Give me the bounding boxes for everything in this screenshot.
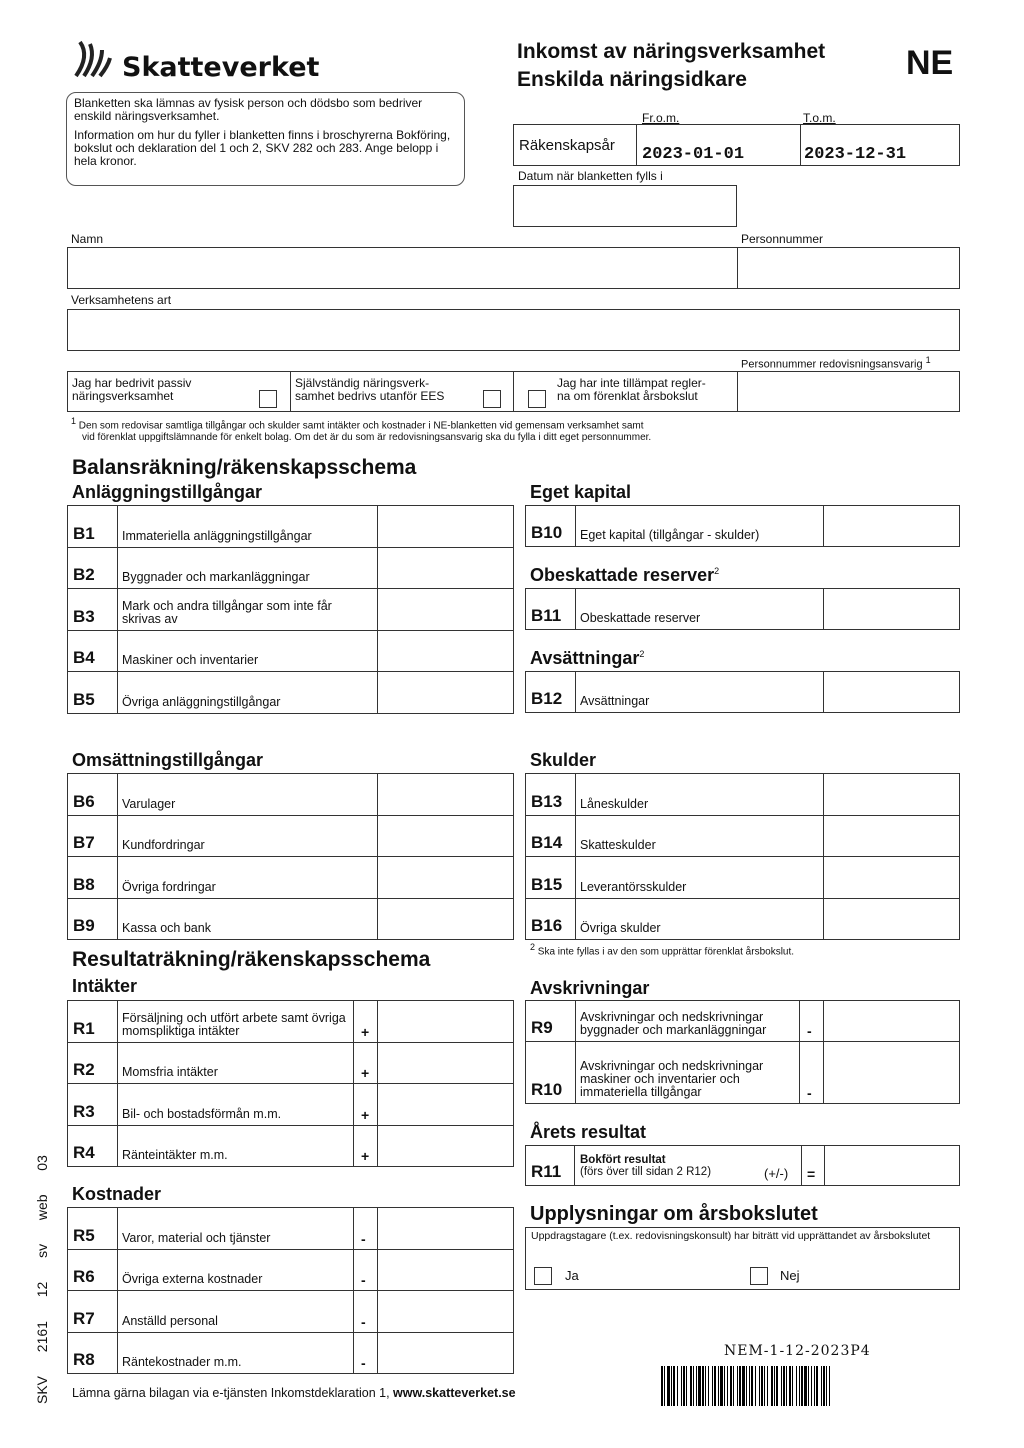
row-desc: Ränteintäkter m.m. bbox=[122, 1148, 228, 1162]
side-code: SKV 2161 12 sv web 03 bbox=[34, 1155, 50, 1404]
amount-input-B13[interactable] bbox=[825, 776, 957, 814]
field-row-B16 bbox=[525, 898, 960, 941]
field-row-R8 bbox=[67, 1332, 514, 1375]
passive-label-l1: Jag har bedrivit passiv bbox=[72, 376, 192, 390]
untaxed-sup: 2 bbox=[714, 566, 720, 576]
provisions-title bbox=[530, 648, 644, 669]
footer-text bbox=[72, 1386, 516, 1400]
row-code: R10 bbox=[531, 1080, 563, 1099]
row-code: B12 bbox=[531, 689, 563, 708]
resp-pnr-label-text: Personnummer redovisningsansvarig bbox=[741, 358, 923, 371]
row-desc: Övriga skulder bbox=[580, 921, 661, 935]
row-code: B3 bbox=[73, 606, 95, 626]
form-title-line1: Inkomst av näringsverksamhet bbox=[517, 40, 826, 63]
passive-label-l2: näringsverksamhet bbox=[72, 389, 174, 403]
footnote-2-text: Ska inte fyllas i av den som upprättar förenklat årsbokslut. bbox=[537, 946, 795, 958]
field-row-R6 bbox=[67, 1249, 514, 1292]
row-desc: Immateriella anläggningstillgångar bbox=[122, 528, 312, 543]
ees-label-l2: samhet bedrivs utanför EES bbox=[295, 389, 445, 403]
current-assets-title: Omsättningstillgångar bbox=[72, 750, 264, 770]
resp-pnr-sup: 1 bbox=[925, 355, 931, 365]
untaxed-title-text: Obeskattade reserver bbox=[530, 565, 715, 585]
amount-input-R7[interactable] bbox=[379, 1293, 511, 1331]
result-text: (förs över till sidan 2 R12) bbox=[580, 1166, 712, 1178]
row-sign: + bbox=[361, 1148, 370, 1164]
field-row-B14 bbox=[525, 815, 960, 858]
checkbox-row bbox=[67, 371, 960, 412]
amount-input-B16[interactable] bbox=[825, 901, 957, 939]
row-code: R8 bbox=[73, 1350, 95, 1369]
row-desc: Avsättningar bbox=[580, 694, 650, 708]
field-row-R7 bbox=[67, 1290, 514, 1333]
yes-label: Ja bbox=[565, 1268, 579, 1283]
field-row-B9 bbox=[67, 898, 514, 941]
row-sign: + bbox=[361, 1065, 370, 1081]
field-row-R3 bbox=[67, 1083, 514, 1126]
result-pm: (+/-) bbox=[764, 1166, 789, 1181]
amount-input-B5[interactable] bbox=[379, 674, 511, 712]
field-row-R9 bbox=[525, 1000, 960, 1042]
row-code: B6 bbox=[73, 791, 95, 811]
row-code: B13 bbox=[531, 791, 563, 811]
fiscal-year-box bbox=[513, 124, 960, 166]
field-row-B6 bbox=[67, 773, 514, 816]
field-row-R5 bbox=[67, 1207, 514, 1250]
footnote-2-sup: 2 bbox=[530, 942, 536, 952]
amount-input-R1[interactable] bbox=[379, 1003, 511, 1041]
row-code: R5 bbox=[73, 1225, 95, 1245]
row-desc: Obeskattade reserver bbox=[580, 611, 701, 625]
personnummer-label: Personnummer bbox=[741, 232, 824, 246]
row-code: R1 bbox=[73, 1018, 95, 1038]
name-row bbox=[67, 247, 960, 289]
activity-input[interactable] bbox=[67, 309, 960, 351]
passive-label bbox=[72, 377, 191, 403]
row-desc: Maskiner och inventarier bbox=[122, 653, 259, 667]
ees-label-l1: Självständig näringsverk- bbox=[295, 376, 430, 390]
brand-name: Skatteverket bbox=[122, 52, 320, 83]
amount-input-R9[interactable] bbox=[825, 1003, 957, 1040]
fiscal-year-to-input[interactable]: 2023-12-31 bbox=[804, 145, 907, 164]
field-row-B2 bbox=[67, 547, 514, 590]
result-row-R11 bbox=[525, 1145, 960, 1186]
amount-input-B12[interactable] bbox=[825, 674, 957, 711]
closing-question: Uppdragstagare (t.ex. redovisningskonsult) har biträtt vid upprättandet av årsbokslutet bbox=[531, 1230, 931, 1242]
fiscal-year-label: Räkenskapsår bbox=[519, 137, 615, 154]
field-row-B8 bbox=[67, 856, 514, 899]
amount-input-B9[interactable] bbox=[379, 901, 511, 939]
resp-pnr-input[interactable] bbox=[740, 374, 958, 409]
amount-input-R3[interactable] bbox=[379, 1086, 511, 1124]
provisions-sup: 2 bbox=[639, 649, 645, 659]
amount-input-B3[interactable] bbox=[379, 591, 511, 629]
result-input-R11[interactable] bbox=[826, 1148, 958, 1183]
field-row-B1 bbox=[67, 505, 514, 548]
balance-title: Balansräkning/räkenskapsschema bbox=[72, 456, 417, 479]
row-code: R4 bbox=[73, 1143, 95, 1162]
row-code: R9 bbox=[531, 1018, 553, 1037]
row-code: R7 bbox=[73, 1308, 95, 1328]
name-input[interactable] bbox=[70, 250, 734, 286]
row-desc: Övriga externa kostnader bbox=[122, 1272, 263, 1286]
row-sign: - bbox=[361, 1313, 366, 1330]
row-code: B8 bbox=[73, 874, 95, 894]
row-desc: Anställd personal bbox=[122, 1313, 218, 1328]
form-title-line2: Enskilda näringsidkare bbox=[517, 68, 747, 91]
row-code: B11 bbox=[531, 606, 562, 625]
field-row-B12 bbox=[525, 671, 960, 713]
row-desc: Låneskulder bbox=[580, 796, 649, 811]
passive-checkbox[interactable] bbox=[259, 390, 277, 408]
simplified-label-l2: na om förenklat årsbokslut bbox=[557, 389, 698, 403]
field-row-R10 bbox=[525, 1041, 960, 1104]
row-desc: Mark och andra tillgångar som inte får skrivas av bbox=[122, 598, 332, 626]
row-desc: Kundfordringar bbox=[122, 838, 205, 852]
provisions-title-text: Avsättningar bbox=[530, 648, 640, 668]
row-desc: Leverantörsskulder bbox=[580, 879, 687, 894]
info-para-2: Information om hur du fyller i blanketten finns i broschyrerna Bokföring, bokslut och deklaration del 1 och 2, SKV 282 och 283. Ange belopp i hela kronor. bbox=[74, 128, 451, 168]
footnote-1-line2: vid förenklat uppgiftslämnande för enkelt bolag. Om det är du som är redovisningsansvarig ska du fylla i ditt eget personnummer. bbox=[82, 432, 652, 444]
field-row-B7 bbox=[67, 815, 514, 858]
amount-input-R4[interactable] bbox=[379, 1128, 511, 1166]
row-code: B10 bbox=[531, 523, 563, 542]
amount-input-R2[interactable] bbox=[379, 1045, 511, 1083]
row-desc: Försäljning och utfört arbete samt övriga momspliktiga intäkter bbox=[122, 1010, 346, 1038]
amount-input-R5[interactable] bbox=[379, 1210, 511, 1248]
field-row-B3 bbox=[67, 588, 514, 631]
row-sign: - bbox=[361, 1272, 366, 1288]
field-row-R1 bbox=[67, 1000, 514, 1043]
no-checkbox[interactable] bbox=[750, 1267, 768, 1285]
amount-input-B1[interactable] bbox=[379, 508, 511, 546]
amount-input-R10[interactable] bbox=[825, 1044, 957, 1102]
ees-checkbox[interactable] bbox=[483, 390, 501, 408]
closing-info-title: Upplysningar om årsbokslutet bbox=[530, 1203, 818, 1225]
costs-title: Kostnader bbox=[72, 1184, 162, 1204]
amount-input-B2[interactable] bbox=[379, 550, 511, 588]
fiscal-year-from-input[interactable]: 2023-01-01 bbox=[642, 145, 745, 164]
depreciation-title: Avskrivningar bbox=[530, 978, 650, 998]
row-sign: - bbox=[807, 1023, 812, 1039]
barcode-icon bbox=[661, 1366, 947, 1406]
row-desc: Kassa och bank bbox=[122, 921, 211, 935]
row-desc: Avskrivningar och nedskrivningar maskiner och inventarier och immateriella tillgångar bbox=[580, 1059, 764, 1099]
row-sign: - bbox=[361, 1230, 366, 1247]
footnote-2 bbox=[530, 942, 794, 957]
closing-info-box bbox=[525, 1227, 960, 1290]
revenue-title: Intäkter bbox=[72, 976, 138, 996]
amount-input-B14[interactable] bbox=[825, 818, 957, 856]
row-desc: Varulager bbox=[122, 796, 176, 811]
amount-input-B15[interactable] bbox=[825, 859, 957, 897]
untaxed-reserves-title bbox=[530, 565, 719, 586]
row-desc: Övriga anläggningstillgångar bbox=[122, 694, 281, 709]
row-desc: Varor, material och tjänster bbox=[122, 1230, 271, 1245]
row-sign: + bbox=[361, 1023, 370, 1040]
fixed-assets-title: Anläggningstillgångar bbox=[72, 482, 263, 502]
amount-input-B11[interactable] bbox=[825, 591, 957, 628]
footer-text-pre: Lämna gärna bilagan via e-tjänsten Inkomstdeklaration 1, bbox=[72, 1386, 390, 1400]
row-code: R2 bbox=[73, 1060, 95, 1079]
name-label: Namn bbox=[71, 232, 104, 246]
field-row-B10 bbox=[525, 505, 960, 547]
result-desc bbox=[580, 1154, 711, 1178]
resp-pnr-label bbox=[741, 355, 931, 371]
row-code: R11 bbox=[531, 1162, 562, 1181]
row-code: B14 bbox=[531, 833, 563, 852]
date-filled-label: Datum när blanketten fylls i bbox=[518, 169, 663, 183]
field-row-R4 bbox=[67, 1125, 514, 1168]
amount-input-B8[interactable] bbox=[379, 859, 511, 897]
row-code: B2 bbox=[73, 565, 95, 584]
year-result-title: Årets resultat bbox=[530, 1122, 647, 1142]
row-code: R6 bbox=[73, 1267, 95, 1286]
date-filled-input[interactable] bbox=[513, 185, 737, 227]
equity-title: Eget kapital bbox=[530, 482, 632, 502]
row-code: B1 bbox=[73, 523, 95, 543]
personnummer-input[interactable] bbox=[740, 250, 958, 286]
field-row-B13 bbox=[525, 773, 960, 816]
form-code: NE bbox=[906, 44, 954, 82]
row-code: B5 bbox=[73, 689, 95, 709]
yes-checkbox[interactable] bbox=[534, 1267, 552, 1285]
row-sign: - bbox=[807, 1085, 812, 1101]
footnote-1-line1: Den som redovisar samtliga tillgångar och skulder samt intäkter och kostnader i NE-blanketten vid gemensam verksamhet samt bbox=[78, 420, 644, 432]
row-desc: Bil- och bostadsförmån m.m. bbox=[122, 1106, 282, 1121]
field-row-R2 bbox=[67, 1042, 514, 1085]
field-row-B15 bbox=[525, 856, 960, 899]
amount-input-B4[interactable] bbox=[379, 633, 511, 671]
ees-label bbox=[295, 377, 444, 403]
row-sign: - bbox=[361, 1355, 366, 1371]
row-desc: Skatteskulder bbox=[580, 838, 656, 852]
row-desc: Avskrivningar och nedskrivningar byggnader och markanläggningar bbox=[580, 1010, 767, 1037]
footer-link[interactable]: www.skatteverket.se bbox=[393, 1386, 516, 1400]
amount-input-B6[interactable] bbox=[379, 776, 511, 814]
row-desc: Övriga fordringar bbox=[122, 879, 216, 894]
from-label: Fr.o.m. bbox=[642, 111, 680, 125]
crown-logo-icon bbox=[70, 36, 114, 80]
field-row-B11 bbox=[525, 588, 960, 630]
barcode-text: NEM-1-12-2023P4 bbox=[724, 1343, 871, 1359]
amount-input-R8[interactable] bbox=[379, 1335, 511, 1373]
result-bold: Bokfört resultat bbox=[580, 1154, 666, 1166]
skatteverket-logo bbox=[70, 36, 114, 80]
debts-title: Skulder bbox=[530, 750, 597, 770]
info-para-1: Blanketten ska lämnas av fysisk person och dödsbo som bedriver enskild näringsverksamhet. bbox=[74, 96, 423, 123]
row-desc: Räntekostnader m.m. bbox=[122, 1355, 242, 1369]
row-code: B4 bbox=[73, 648, 95, 667]
income-title: Resultaträkning/räkenskapsschema bbox=[72, 948, 431, 971]
footnote-1-sup: 1 bbox=[71, 416, 77, 426]
row-desc: Byggnader och markanläggningar bbox=[122, 570, 310, 584]
simplified-label-l1: Jag har inte tillämpat regler- bbox=[557, 376, 706, 390]
simplified-closing-checkbox[interactable] bbox=[528, 390, 546, 408]
row-code: R3 bbox=[73, 1101, 95, 1121]
result-sign: = bbox=[807, 1166, 816, 1182]
to-label: T.o.m. bbox=[803, 111, 836, 125]
info-box bbox=[66, 92, 465, 186]
row-code: B7 bbox=[73, 833, 95, 852]
field-row-B5 bbox=[67, 671, 514, 714]
field-row-B4 bbox=[67, 630, 514, 673]
amount-input-B10[interactable] bbox=[825, 508, 957, 545]
row-code: B9 bbox=[73, 916, 95, 935]
amount-input-B7[interactable] bbox=[379, 818, 511, 856]
activity-label: Verksamhetens art bbox=[71, 293, 172, 307]
row-desc: Momsfria intäkter bbox=[122, 1065, 218, 1079]
no-label: Nej bbox=[780, 1268, 800, 1283]
row-sign: + bbox=[361, 1106, 370, 1123]
row-code: B16 bbox=[531, 916, 563, 935]
amount-input-R6[interactable] bbox=[379, 1252, 511, 1290]
row-code: B15 bbox=[531, 874, 563, 894]
footnote-1 bbox=[71, 415, 651, 444]
simplified-closing-label bbox=[557, 377, 706, 403]
row-desc: Eget kapital (tillgångar - skulder) bbox=[580, 528, 760, 542]
